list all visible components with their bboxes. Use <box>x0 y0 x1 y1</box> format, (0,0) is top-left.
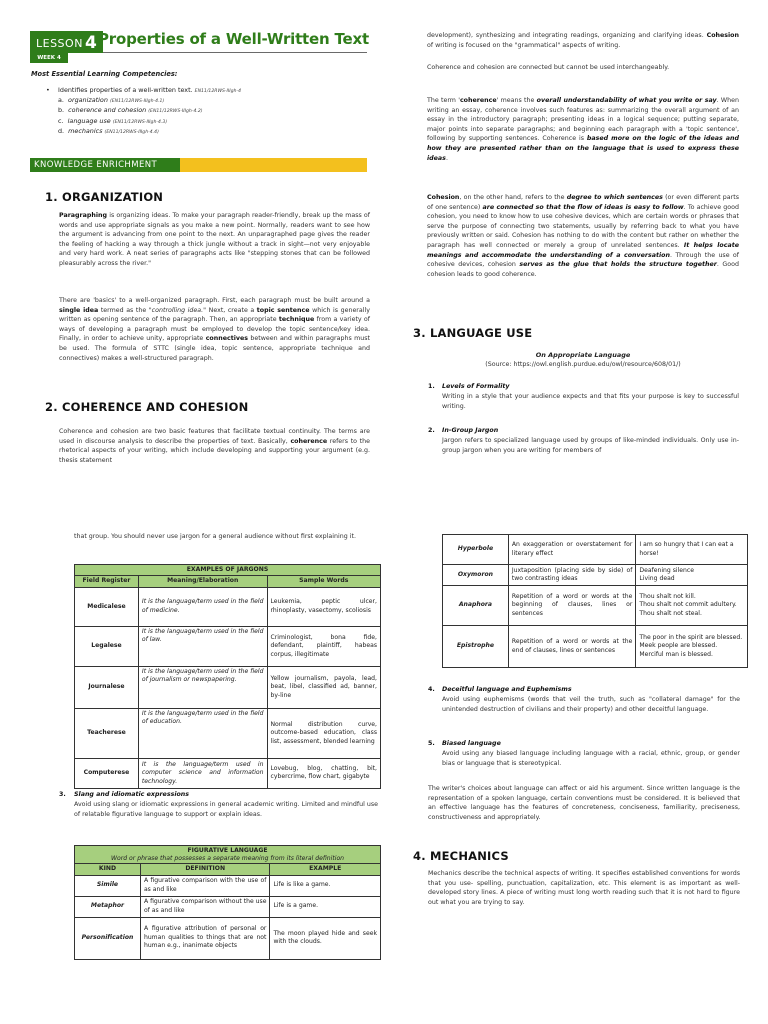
lesson-header <box>30 31 367 53</box>
levels-of-formality-heading: Levels of Formality <box>442 383 510 390</box>
table-row: Epistrophe Repetition of a word or words at the end of clauses, lines or sentences The poor in the spirit are blessed. Meek people are blessed. Merciful man is blessed. <box>443 626 748 668</box>
table-row: Metaphor A figurative comparison without the use of as and like Life is a game. <box>75 896 381 917</box>
cohesion-definition: Cohesion, on the other hand, refers to the degree to which sentences (or even different parts of one sentence) are connected so that the flow of ideas is easy to follow. To achieve good cohesion, you need to know how to use cohesive devices, which are certain words or phrases that serve the purpose of connecting two statements, usually by referring back to what you have previously written or said. Cohesion has nothing to do with the content but rather on whether the paragraph has well connected or merely a group of unrelated sentences. It helps locate meanings and accommodate the understanding of a conversation. Through the use of cohesive devices, cohesion serves as the glue that holds the structure together. Good cohesion leads to good coherence. <box>427 194 740 278</box>
jargon-table-header: Field Register <box>75 576 139 587</box>
competency-item: a. organization (EN11/12RWS-IIIgh-4.1) <box>58 96 165 105</box>
competency-item: b. coherence and cohesion (EN11/12RWS-IIIgh-4.2) <box>58 106 203 115</box>
levels-of-formality-text: Writing in a style that your audience expects and that fits your purpose is key to successful writing. <box>442 393 739 410</box>
jargon-continuation: that group. You should never use jargon for a general audience without first explaining it. <box>74 533 356 540</box>
biased-language-text: Avoid using any biased language including language with a racial, ethnic, group, or gender bias or language that is stereotypical. <box>442 750 740 767</box>
coherence-cohesion-connected: Coherence and cohesion are connected but cannot be used interchangeably. <box>427 64 670 71</box>
table-row: Simile A figurative comparison with the use of as and like Life is like a game. <box>75 875 381 896</box>
coherence-paragraph-1: Coherence and cohesion are two basic features that facilitate textual continuity. The terms are used in discourse analysis to describe the properties of text. Basically, coherence refers to the rhetorical aspects of your writing, which include developing and supporting your argument (e.g. thesis statement <box>59 428 371 464</box>
section-heading-coherence: 2. COHERENCE AND COHESION <box>45 400 249 414</box>
section-heading-organization: 1. ORGANIZATION <box>45 190 164 204</box>
table-row: Personification A figurative attribution of personal or human qualities to things that are not human e.g., inanimate objects The moon played hide and seek with the clouds. <box>75 917 381 959</box>
competencies-list <box>46 86 241 137</box>
competencies-title: Most Essential Learning Competencies: <box>31 70 178 78</box>
lesson-title: Properties of a Well-Written Text <box>98 30 369 48</box>
organization-paragraph-1: Paragraphing is organizing ideas. To make your paragraph reader-friendly, break up the mass of words and use appropriate signals as you make a new point. Normally, readers want to see how the argument is advancing from one point to the next. An unparagraphed page gives the reader the feeling of hacking a way through a thick jungle without a track in sight—not very enjoyable and very hard work. A neat series of paragraphs acts like "stepping stones that can be followed pleasurably across the river." <box>59 212 370 267</box>
figurative-language-table-continued <box>442 534 748 668</box>
organization-paragraph-2: There are 'basics' to a well-organized paragraph. First, each paragraph must be built around a single idea termed as the "controlling idea." Next, create a topic sentence which is generally written as opening sentence of the paragraph. Then, an appropriate technique from a variety of ways of developing a paragraph must be employed to develop the topic sentence/key idea. Finally, in order to achieve unity, appropriate connectives between and within paragraphs must be used. The formula of STTC (single idea, topic sentence, appropriate technique and connectives) makes a well-structured paragraph. <box>59 297 370 362</box>
jargon-table-header: Sample Words <box>267 576 381 587</box>
knowledge-enrichment-label: KNOWLEDGE ENRICHMENT <box>34 160 158 170</box>
list-number: 5. <box>428 740 435 747</box>
table-row: Hyperbole An exaggeration or overstatement for literary effect I am so hungry that I can eat a horse! <box>443 535 748 565</box>
table-row: Teacherese It is the language/term used in the field of education. Normal distribution curve, outcome-based education, class list, assessment, blended learning <box>75 708 381 758</box>
mechanics-paragraph: Mechanics describe the technical aspects of writing. It specifies established conventions for words that you use- spelling, punctuation, capitalization, etc. This element is as important as well-developed story lines. A piece of writing must long worth reading such that it is not hard to figure out what you are trying to say. <box>428 870 740 906</box>
table-row: Oxymoron Juxtaposition (placing side by side) of two contrasting ideas Deafening silence Living dead <box>443 565 748 586</box>
jargon-table-header: Meaning/Elaboration <box>138 576 267 587</box>
language-choices-paragraph: The writer's choices about language can affect or aid his argument. Since written language is the representation of a spoken language, certain conventions must be considered. It is believed that an effective language has the features of concreteness, conciseness, familiarity, preciseness, constructiveness and appropriately. <box>428 785 740 821</box>
deceitful-language-heading: Deceitful language and Euphemisms <box>442 686 572 693</box>
section-heading-mechanics: 4. MECHANICS <box>413 849 509 863</box>
figurative-table-header: KIND <box>75 864 141 875</box>
table-row: Medicalese It is the language/term used in the field of medicine. Leukemia, peptic ulcer, rhinoplasty, vasectomy, scoliosis <box>75 587 381 626</box>
coherence-definition: The term 'coherence' means the overall understandability of what you write or say. When writing an essay, coherence involves such features as: summarizing the overall argument of an essay in the introductory paragraph; presenting ideas in a logical sequence; putting separate, major points into separate paragraphs; and beginning each paragraph with a 'topic sentence', following by supporting sentences. Coherence is based more on the logic of the ideas and how they are presented rather than on the language that is used to express these ideas. <box>427 97 740 162</box>
figurative-table-header: DEFINITION <box>140 864 269 875</box>
jargon-table <box>74 564 381 789</box>
list-number: 4. <box>428 686 435 693</box>
list-number: 2. <box>428 427 435 434</box>
lesson-number: 4 <box>84 33 97 53</box>
language-source: (Source: https://owl.english.purdue.edu/owl/resource/608/01/) <box>485 361 681 368</box>
lesson-badge <box>30 31 103 53</box>
biased-language-heading: Biased language <box>442 740 501 747</box>
list-number: 3. <box>59 791 66 798</box>
jargon-table-title: EXAMPLES OF JARGONS <box>75 565 381 576</box>
in-group-jargon-text: Jargon refers to specialized language used by groups of like-minded individuals. Only use in-group jargon when you are writing for members of <box>442 437 739 454</box>
figurative-table-title: FIGURATIVE LANGUAGE Word or phrase that possesses a separate meaning from its literal definition <box>75 846 381 864</box>
in-group-jargon-heading: In-Group Jargon <box>442 427 499 434</box>
section-heading-language-use: 3. LANGUAGE USE <box>413 326 533 340</box>
competency-main: • Identifies properties of a well-written text. EN11/12RWS-IIIgh-4 <box>46 86 241 96</box>
table-row: Anaphora Repetition of a word or words at the beginning of clauses, lines or sentences Thou shalt not kill. Thou shalt not commit adultery. Thou shalt not steal. <box>443 586 748 626</box>
lesson-word: LESSON <box>36 37 83 50</box>
table-row: Journalese It is the language/term used in the field of journalism or newspapering. Yellow journalism, payola, lead, beat, libel, classified ad, banner, by-line <box>75 666 381 708</box>
language-subtitle: On Appropriate Language <box>535 351 631 359</box>
table-row: Legalese It is the language/term used in the field of law. Criminologist, bona fide, defendant, plaintiff, habeas corpus, illegitimate <box>75 626 381 666</box>
table-row: Computerese It is the language/term used in computer science and information technology. Lovebug, blog, chatting, bit, cybercrime, flow chart, gigabyte <box>75 758 381 788</box>
slang-text: Avoid using slang or idiomatic expressions in general academic writing. Limited and mindful use of relatable figurative language to support or explain ideas. <box>74 801 378 818</box>
figurative-table-header: EXAMPLE <box>270 864 381 875</box>
deceitful-language-text: Avoid using euphemisms (words that veil the truth, such as "collateral damage" for the unintended destruction of civilians and their property) and other deceitful language. <box>442 696 740 713</box>
slang-heading: Slang and idiomatic expressions <box>74 791 190 798</box>
figurative-language-table <box>74 845 381 960</box>
knowledge-enrichment-bar <box>30 158 367 172</box>
competency-item: c. language use (EN11/12RWS-IIIgh-4.3) <box>58 116 168 125</box>
list-number: 1. <box>428 383 435 390</box>
coherence-continuation: development), synthesizing and integrating readings, organizing and clarifying ideas. Cohesion of writing is focused on the "grammatical" aspects of writing. <box>427 32 739 49</box>
competency-item: d. mechanics (EN11/12RWS-IIIgh-4.4) <box>58 126 159 135</box>
week-tag: WEEK 4 <box>30 53 68 63</box>
